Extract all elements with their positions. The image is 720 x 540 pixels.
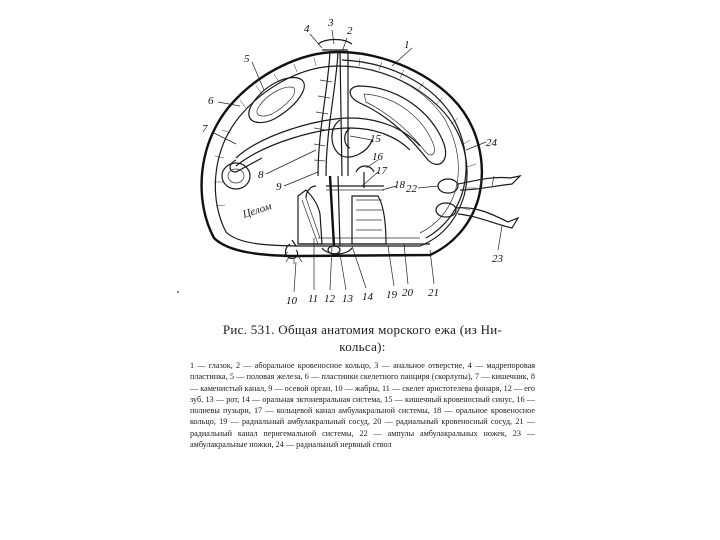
tooth-and-mouth — [322, 176, 352, 254]
label-3: 3 — [328, 17, 334, 29]
label-1: 1 — [404, 39, 410, 51]
label-15: 15 — [370, 133, 381, 145]
label-6: 6 — [208, 95, 214, 107]
coelom-label: Целом — [241, 200, 274, 221]
label-10: 10 — [286, 295, 297, 307]
gonad-right — [350, 86, 445, 164]
label-4: 4 — [304, 23, 310, 35]
label-22: 22 — [406, 183, 417, 195]
intestine — [230, 118, 420, 172]
scan-dot — [177, 291, 179, 293]
label-20: 20 — [402, 287, 413, 299]
label-5: 5 — [244, 53, 250, 65]
label-21: 21 — [428, 287, 439, 299]
label-18: 18 — [394, 179, 405, 191]
aboral-top — [318, 40, 352, 51]
label-19: 19 — [386, 289, 397, 301]
caption-title — [190, 321, 535, 355]
label-16: 16 — [372, 151, 383, 163]
label-7: 7 — [202, 123, 208, 135]
caption-title-line1: Рис. 531. Общая анатомия морского ежа (из Ни- — [222, 322, 503, 337]
stone-canal-axial-organ — [314, 52, 348, 176]
label-12: 12 — [324, 293, 335, 305]
caption-title-line2: кольса): — [339, 339, 386, 354]
figure-caption — [190, 321, 535, 450]
label-2: 2 — [347, 25, 353, 37]
label-23: 23 — [492, 253, 503, 265]
left-bulb — [222, 163, 250, 189]
label-9: 9 — [276, 181, 282, 193]
label-14: 14 — [362, 291, 373, 303]
label-13: 13 — [342, 293, 353, 305]
caption-legend: 1 — глазок, 2 — аборальное кровеносное кольцо, 3 — анальное отверстие, 4 — мадрепоровая пластинка, 5 — половая железа, 6 — пластинки скелетного панциря (скорлупы), 7 — кишечник, 8 — каменистый канал, 9 — осевой орган, 10 — жабры, 11 — скелет аристотелева фонаря, 12 — его зуб, 13 — рот, 14 — оральная эктоневральная система, 15 — кишечный кровеносный синус, 16 — полиевы пузыри, 17 — кольцевой канал амбулакральной системы, 18 — оральное кровеносное кольцо, 19 — радиальный амбулакральный сосуд, 20 — радиальный кровеносный сосуд, 21 — радиальный канал перигемальной системы, 22 — ампулы амбулакральных ножек, 23 — амбулакральные ножки, 24 — радиальный нервный ствол — [190, 361, 535, 450]
label-11: 11 — [308, 293, 319, 305]
label-17: 17 — [376, 165, 387, 177]
label-24: 24 — [486, 137, 497, 149]
label-8: 8 — [258, 169, 264, 181]
aristotles-lantern — [298, 190, 386, 244]
